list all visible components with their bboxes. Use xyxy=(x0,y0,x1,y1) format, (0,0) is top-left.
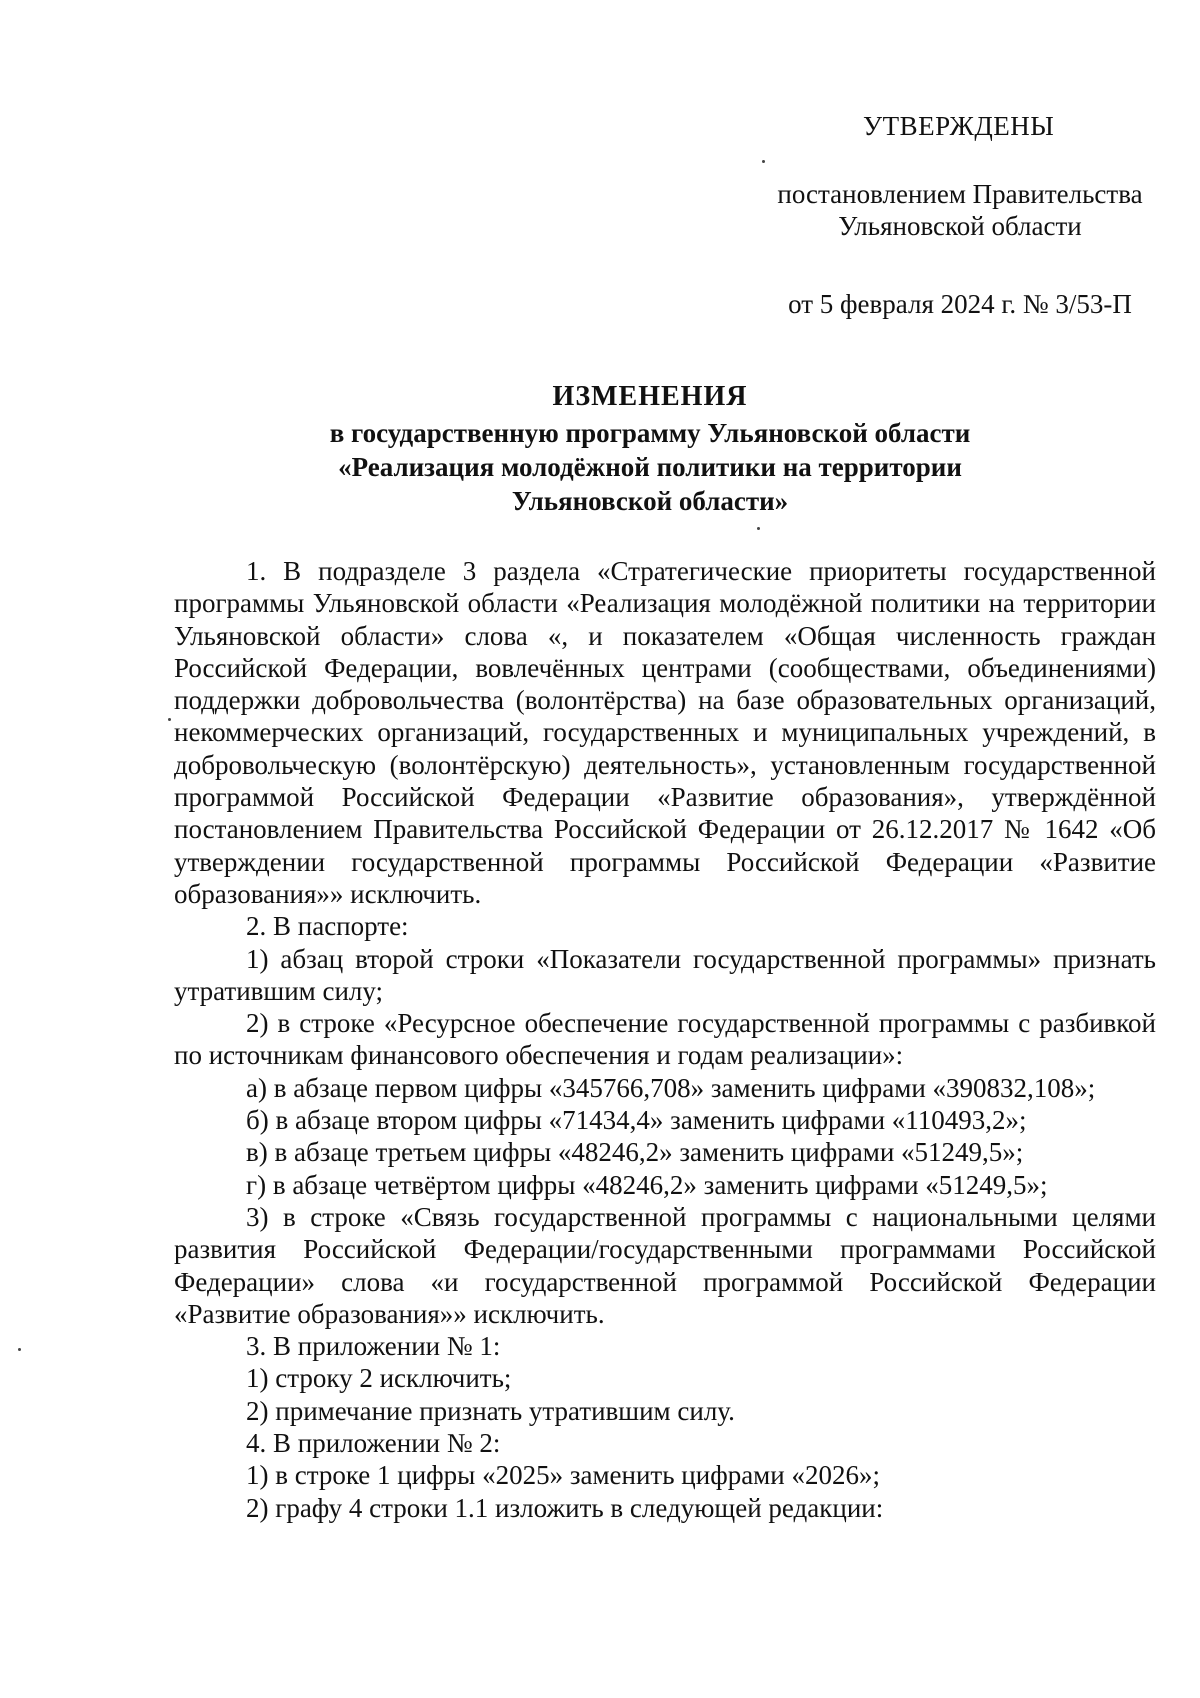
paragraph: 2) графу 4 строки 1.1 изложить в следующей редакции: xyxy=(246,1492,884,1523)
paragraph: 3. В приложении № 1: xyxy=(246,1331,501,1362)
paragraph: 1. В подразделе 3 раздела «Стратегические приоритеты государственной программы Ульяновской области «Реализация молодёжной политики на территории Ульяновской области» слова «, и показателем «Общая численность граждан Российской Федерации, вовлечённых центрами (сообществами, объединениями) поддержки добровольчества (волонтёрства) на базе образовательных организаций, некоммерческих организаций, государственных и муниципальных учреждений, в добровольческую (волонтёрскую) деятельность», установленным государственной программой Российской Федерации «Развитие образования», утверждённой постановлением Правительства Российской Федерации от 26.12.2017 № 1642 «Об утверждении государственной программы Российской Федерации «Развитие образования»» исключить. xyxy=(174,556,1156,909)
scan-speck xyxy=(18,1348,21,1351)
title-heading: ИЗМЕНЕНИЯ xyxy=(552,381,748,412)
paragraph: 4. В приложении № 2: xyxy=(246,1428,501,1459)
document-body xyxy=(174,555,1156,1524)
title-line-1: в государственную программу Ульяновской области xyxy=(329,418,971,448)
paragraph: 1) строку 2 исключить; xyxy=(246,1363,512,1394)
title-line-2: «Реализация молодёжной политики на территории xyxy=(338,452,962,482)
document-title xyxy=(170,380,1130,518)
decree-date-number: от 5 февраля 2024 г. № 3/53-П xyxy=(788,289,1132,319)
paragraph: 2. В паспорте: xyxy=(246,911,409,942)
paragraph: г) в абзаце четвёртом цифры «48246,2» заменить цифрами «51249,5»; xyxy=(246,1169,1048,1200)
paragraph: а) в абзаце первом цифры «345766,708» заменить цифрами «390832,108»; xyxy=(246,1072,1096,1103)
scan-speck xyxy=(168,718,171,721)
paragraph: 1) абзац второй строки «Показатели государственной программы» признать утратившим силу; xyxy=(174,943,1156,1006)
title-line-3: Ульяновской области» xyxy=(511,486,789,516)
scan-speck xyxy=(762,160,765,163)
decree-line-1: постановлением Правительства xyxy=(777,179,1143,209)
paragraph: 3) в строке «Связь государственной программы с национальными целями развития Российской Федерации/государственными программами Российской Федерации» слова «и государственной программой Российской Федерации «Развитие образования»» исключить. xyxy=(174,1201,1156,1329)
paragraph: 2) в строке «Ресурсное обеспечение государственной программы с разбивкой по источникам финансового обеспечения и годам реализации»: xyxy=(174,1008,1156,1071)
paragraph: 2) примечание признать утратившим силу. xyxy=(246,1395,735,1426)
paragraph: 1) в строке 1 цифры «2025» заменить цифрами «2026»; xyxy=(246,1460,880,1491)
decree-line-2: Ульяновской области xyxy=(838,211,1082,241)
approved-label: УТВЕРЖДЕНЫ xyxy=(863,111,1055,141)
approval-stamp-block xyxy=(760,110,1160,320)
paragraph: в) в абзаце третьем цифры «48246,2» заменить цифрами «51249,5»; xyxy=(246,1137,1024,1168)
paragraph: б) в абзаце втором цифры «71434,4» заменить цифрами «110493,2»; xyxy=(246,1105,1027,1136)
scan-speck xyxy=(757,527,760,530)
